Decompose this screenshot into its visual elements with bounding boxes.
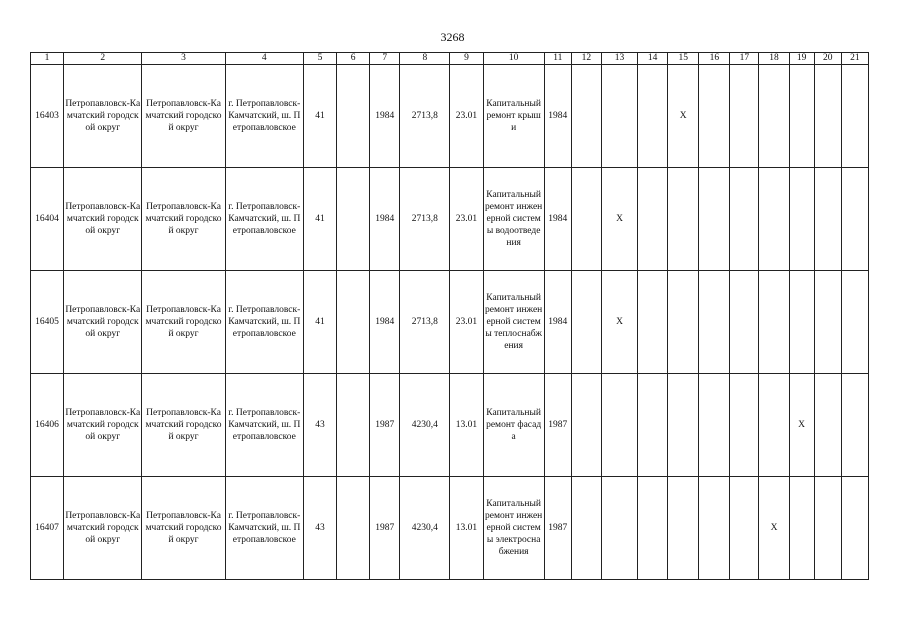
- table-cell: Капитальный ремонт инженерной системы теплоснабжения: [483, 271, 544, 374]
- column-header: 9: [450, 53, 483, 65]
- mark-cell: [841, 271, 868, 374]
- mark-cell: [789, 477, 814, 580]
- table-cell: Петропавловск-Камчатский городской округ: [142, 477, 225, 580]
- table-cell: Капитальный ремонт инженерной системы электроснабжения: [483, 477, 544, 580]
- table-cell: 43: [303, 374, 336, 477]
- column-header: 21: [841, 53, 868, 65]
- table-cell: 2713,8: [400, 65, 450, 168]
- column-number-row: [31, 53, 869, 65]
- table-cell: 2713,8: [400, 271, 450, 374]
- table-cell: 41: [303, 271, 336, 374]
- column-header: 10: [483, 53, 544, 65]
- mark-cell: [668, 271, 699, 374]
- column-header: 4: [225, 53, 303, 65]
- table-cell: 1987: [370, 374, 400, 477]
- mark-cell: [814, 65, 841, 168]
- table-cell: Петропавловск-Камчатский городской округ: [64, 477, 142, 580]
- table-cell: [337, 477, 370, 580]
- table-cell: 16405: [31, 271, 64, 374]
- mark-cell: [571, 477, 601, 580]
- table-cell: 41: [303, 168, 336, 271]
- table-cell: 1984: [370, 168, 400, 271]
- mark-cell: [699, 168, 730, 271]
- table-cell: г. Петропавловск-Камчатский, ш. Петропавловское: [225, 477, 303, 580]
- column-header: 18: [759, 53, 789, 65]
- mark-cell: [699, 271, 730, 374]
- table-cell: Петропавловск-Камчатский городской округ: [64, 374, 142, 477]
- mark-cell: [759, 65, 789, 168]
- table-cell: 2713,8: [400, 168, 450, 271]
- mark-cell: [730, 477, 759, 580]
- mark-cell: X: [668, 65, 699, 168]
- table-cell: 4230,4: [400, 374, 450, 477]
- column-header: 16: [699, 53, 730, 65]
- table-cell: 13.01: [450, 477, 483, 580]
- mark-cell: [841, 374, 868, 477]
- column-header: 3: [142, 53, 225, 65]
- mark-cell: [638, 477, 668, 580]
- column-header: 15: [668, 53, 699, 65]
- column-header: 5: [303, 53, 336, 65]
- mark-cell: [814, 168, 841, 271]
- table-cell: 1987: [544, 477, 571, 580]
- mark-cell: [571, 271, 601, 374]
- table-cell: 1984: [544, 271, 571, 374]
- mark-cell: [789, 168, 814, 271]
- column-header: 19: [789, 53, 814, 65]
- column-header: 6: [337, 53, 370, 65]
- table-cell: 1984: [370, 271, 400, 374]
- mark-cell: [759, 271, 789, 374]
- column-header: 11: [544, 53, 571, 65]
- table-cell: Капитальный ремонт фасада: [483, 374, 544, 477]
- register-table: [30, 52, 869, 580]
- table-cell: Петропавловск-Камчатский городской округ: [142, 271, 225, 374]
- mark-cell: [841, 477, 868, 580]
- mark-cell: [814, 374, 841, 477]
- column-header: 14: [638, 53, 668, 65]
- table-cell: [337, 374, 370, 477]
- column-header: 8: [400, 53, 450, 65]
- mark-cell: [571, 65, 601, 168]
- table-cell: 16407: [31, 477, 64, 580]
- mark-cell: [571, 168, 601, 271]
- table-cell: 41: [303, 65, 336, 168]
- mark-cell: [730, 271, 759, 374]
- table-cell: 16406: [31, 374, 64, 477]
- mark-cell: [841, 65, 868, 168]
- column-header: 2: [64, 53, 142, 65]
- table-row: [31, 477, 869, 580]
- mark-cell: [668, 374, 699, 477]
- table-cell: 23.01: [450, 168, 483, 271]
- table-cell: Капитальный ремонт крыши: [483, 65, 544, 168]
- table-cell: 23.01: [450, 65, 483, 168]
- column-header: 12: [571, 53, 601, 65]
- table-cell: Петропавловск-Камчатский городской округ: [142, 374, 225, 477]
- mark-cell: [759, 168, 789, 271]
- table-cell: Петропавловск-Камчатский городской округ: [142, 168, 225, 271]
- table-cell: 43: [303, 477, 336, 580]
- table-row: [31, 374, 869, 477]
- table-cell: [337, 168, 370, 271]
- table-cell: г. Петропавловск-Камчатский, ш. Петропавловское: [225, 271, 303, 374]
- page-number: 3268: [440, 30, 465, 44]
- mark-cell: [601, 65, 637, 168]
- mark-cell: X: [759, 477, 789, 580]
- mark-cell: X: [601, 168, 637, 271]
- table-cell: Петропавловск-Камчатский городской округ: [64, 65, 142, 168]
- mark-cell: [571, 374, 601, 477]
- mark-cell: [814, 271, 841, 374]
- table-cell: г. Петропавловск-Камчатский, ш. Петропавловское: [225, 65, 303, 168]
- table-cell: г. Петропавловск-Камчатский, ш. Петропавловское: [225, 374, 303, 477]
- column-header: 17: [730, 53, 759, 65]
- table-row: [31, 271, 869, 374]
- table-cell: 4230,4: [400, 477, 450, 580]
- mark-cell: [638, 168, 668, 271]
- mark-cell: X: [601, 271, 637, 374]
- mark-cell: [730, 374, 759, 477]
- mark-cell: [638, 374, 668, 477]
- column-header: 20: [814, 53, 841, 65]
- table-cell: 1984: [544, 65, 571, 168]
- mark-cell: [730, 65, 759, 168]
- table-cell: [337, 271, 370, 374]
- table-cell: 16403: [31, 65, 64, 168]
- mark-cell: [699, 374, 730, 477]
- mark-cell: [841, 168, 868, 271]
- table-row: [31, 65, 869, 168]
- mark-cell: [638, 65, 668, 168]
- table-cell: 23.01: [450, 271, 483, 374]
- mark-cell: X: [789, 374, 814, 477]
- table-row: [31, 168, 869, 271]
- table-cell: [337, 65, 370, 168]
- mark-cell: [699, 65, 730, 168]
- table-cell: 16404: [31, 168, 64, 271]
- table-cell: Петропавловск-Камчатский городской округ: [64, 271, 142, 374]
- table-cell: Петропавловск-Камчатский городской округ: [142, 65, 225, 168]
- mark-cell: [668, 168, 699, 271]
- mark-cell: [759, 374, 789, 477]
- column-header: 13: [601, 53, 637, 65]
- column-header: 1: [31, 53, 64, 65]
- mark-cell: [699, 477, 730, 580]
- mark-cell: [789, 65, 814, 168]
- table-cell: Капитальный ремонт инженерной системы водоотведения: [483, 168, 544, 271]
- table-cell: 13.01: [450, 374, 483, 477]
- mark-cell: [814, 477, 841, 580]
- table-cell: 1987: [544, 374, 571, 477]
- table-cell: 1984: [370, 65, 400, 168]
- table-cell: Петропавловск-Камчатский городской округ: [64, 168, 142, 271]
- table-cell: 1984: [544, 168, 571, 271]
- mark-cell: [601, 477, 637, 580]
- column-header: 7: [370, 53, 400, 65]
- mark-cell: [789, 271, 814, 374]
- mark-cell: [730, 168, 759, 271]
- table-cell: г. Петропавловск-Камчатский, ш. Петропавловское: [225, 168, 303, 271]
- mark-cell: [638, 271, 668, 374]
- mark-cell: [668, 477, 699, 580]
- table-body: [31, 65, 869, 580]
- mark-cell: [601, 374, 637, 477]
- table-cell: 1987: [370, 477, 400, 580]
